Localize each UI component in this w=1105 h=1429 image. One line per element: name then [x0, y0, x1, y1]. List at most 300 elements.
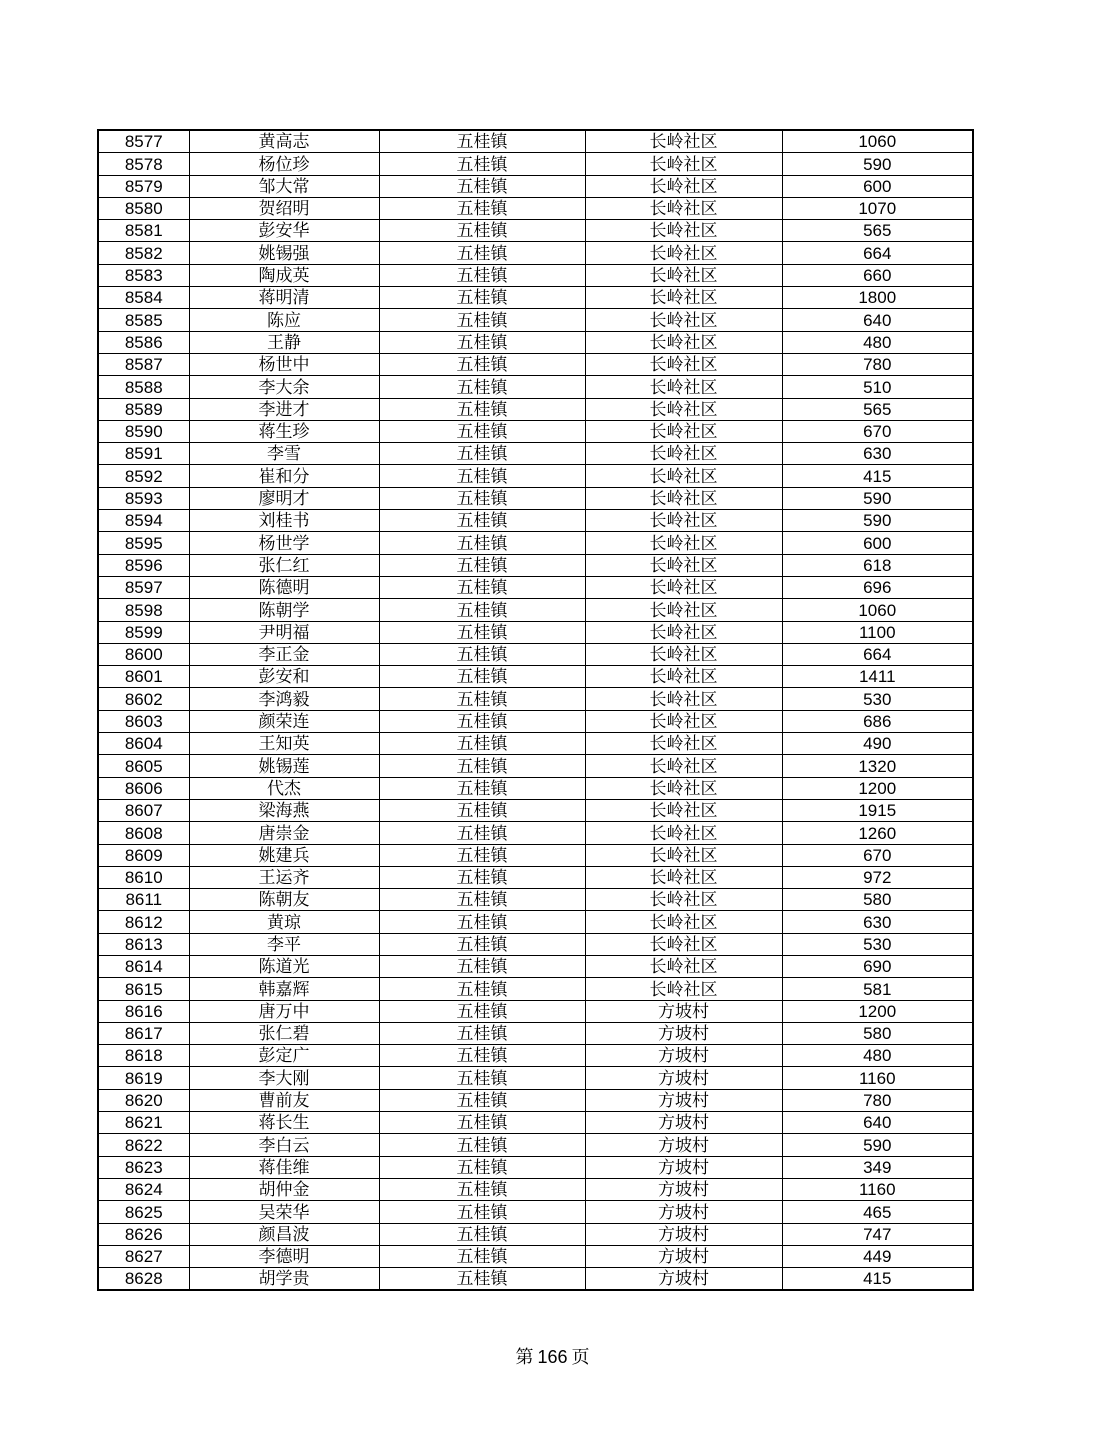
amount-cell: 1060 [782, 599, 973, 621]
table-row [98, 398, 973, 420]
table-row [98, 331, 973, 353]
name-cell: 彭安华 [189, 220, 379, 242]
table-row [98, 1178, 973, 1200]
town-cell: 五桂镇 [379, 576, 585, 598]
table-row [98, 465, 973, 487]
community-cell: 方坡村 [585, 1000, 782, 1022]
community-cell: 长岭社区 [585, 220, 782, 242]
table-row [98, 220, 973, 242]
name-cell: 姚锡莲 [189, 755, 379, 777]
amount-cell: 664 [782, 643, 973, 665]
town-cell: 五桂镇 [379, 309, 585, 331]
community-cell: 长岭社区 [585, 465, 782, 487]
name-cell: 彭安和 [189, 666, 379, 688]
town-cell: 五桂镇 [379, 889, 585, 911]
amount-cell: 530 [782, 933, 973, 955]
amount-cell: 1070 [782, 197, 973, 219]
row-number-cell: 8580 [98, 197, 189, 219]
amount-cell: 580 [782, 889, 973, 911]
name-cell: 王知英 [189, 733, 379, 755]
town-cell: 五桂镇 [379, 1201, 585, 1223]
amount-cell: 780 [782, 1089, 973, 1111]
amount-cell: 1260 [782, 822, 973, 844]
name-cell: 李雪 [189, 443, 379, 465]
row-number-cell: 8578 [98, 153, 189, 175]
town-cell: 五桂镇 [379, 643, 585, 665]
row-number-cell: 8611 [98, 889, 189, 911]
amount-cell: 1320 [782, 755, 973, 777]
name-cell: 李大刚 [189, 1067, 379, 1089]
community-cell: 长岭社区 [585, 398, 782, 420]
community-cell: 方坡村 [585, 1134, 782, 1156]
row-number-cell: 8606 [98, 777, 189, 799]
row-number-cell: 8626 [98, 1223, 189, 1245]
town-cell: 五桂镇 [379, 465, 585, 487]
name-cell: 李正金 [189, 643, 379, 665]
name-cell: 蒋长生 [189, 1112, 379, 1134]
community-cell: 长岭社区 [585, 799, 782, 821]
amount-cell: 747 [782, 1223, 973, 1245]
table-row [98, 264, 973, 286]
name-cell: 黄琼 [189, 911, 379, 933]
name-cell: 胡仲金 [189, 1178, 379, 1200]
table-row [98, 487, 973, 509]
community-cell: 长岭社区 [585, 554, 782, 576]
community-cell: 长岭社区 [585, 911, 782, 933]
town-cell: 五桂镇 [379, 799, 585, 821]
community-cell: 长岭社区 [585, 175, 782, 197]
table-row [98, 1000, 973, 1022]
table-row [98, 621, 973, 643]
amount-cell: 630 [782, 443, 973, 465]
community-cell: 长岭社区 [585, 643, 782, 665]
table-row [98, 242, 973, 264]
row-number-cell: 8621 [98, 1112, 189, 1134]
amount-cell: 1160 [782, 1067, 973, 1089]
town-cell: 五桂镇 [379, 420, 585, 442]
town-cell: 五桂镇 [379, 331, 585, 353]
name-cell: 邹大常 [189, 175, 379, 197]
row-number-cell: 8623 [98, 1156, 189, 1178]
community-cell: 长岭社区 [585, 666, 782, 688]
amount-cell: 670 [782, 420, 973, 442]
name-cell: 蒋生珍 [189, 420, 379, 442]
name-cell: 王运齐 [189, 866, 379, 888]
row-number-cell: 8591 [98, 443, 189, 465]
row-number-cell: 8616 [98, 1000, 189, 1022]
row-number-cell: 8584 [98, 287, 189, 309]
name-cell: 黄高志 [189, 130, 379, 153]
community-cell: 方坡村 [585, 1156, 782, 1178]
table-row [98, 1022, 973, 1044]
page-footer [0, 1343, 1105, 1369]
table-row [98, 1245, 973, 1267]
town-cell: 五桂镇 [379, 1245, 585, 1267]
amount-cell: 686 [782, 710, 973, 732]
amount-cell: 510 [782, 376, 973, 398]
town-cell: 五桂镇 [379, 264, 585, 286]
table-body [98, 130, 973, 1290]
name-cell: 陈朝友 [189, 889, 379, 911]
amount-cell: 1100 [782, 621, 973, 643]
amount-cell: 490 [782, 733, 973, 755]
row-number-cell: 8610 [98, 866, 189, 888]
town-cell: 五桂镇 [379, 599, 585, 621]
name-cell: 张仁红 [189, 554, 379, 576]
town-cell: 五桂镇 [379, 242, 585, 264]
table-row [98, 688, 973, 710]
table-row [98, 175, 973, 197]
name-cell: 廖明才 [189, 487, 379, 509]
community-cell: 方坡村 [585, 1268, 782, 1291]
town-cell: 五桂镇 [379, 487, 585, 509]
table-row [98, 576, 973, 598]
community-cell: 长岭社区 [585, 532, 782, 554]
row-number-cell: 8583 [98, 264, 189, 286]
table-row [98, 420, 973, 442]
town-cell: 五桂镇 [379, 532, 585, 554]
row-number-cell: 8620 [98, 1089, 189, 1111]
town-cell: 五桂镇 [379, 197, 585, 219]
amount-cell: 1800 [782, 287, 973, 309]
town-cell: 五桂镇 [379, 621, 585, 643]
community-cell: 长岭社区 [585, 264, 782, 286]
table-row [98, 599, 973, 621]
row-number-cell: 8595 [98, 532, 189, 554]
table-row [98, 1067, 973, 1089]
table-row [98, 889, 973, 911]
name-cell: 李大余 [189, 376, 379, 398]
row-number-cell: 8612 [98, 911, 189, 933]
table-row [98, 799, 973, 821]
town-cell: 五桂镇 [379, 710, 585, 732]
name-cell: 杨位珍 [189, 153, 379, 175]
town-cell: 五桂镇 [379, 153, 585, 175]
town-cell: 五桂镇 [379, 130, 585, 153]
table-row [98, 1134, 973, 1156]
row-number-cell: 8581 [98, 220, 189, 242]
town-cell: 五桂镇 [379, 1067, 585, 1089]
table-row [98, 130, 973, 153]
table-row [98, 955, 973, 977]
row-number-cell: 8627 [98, 1245, 189, 1267]
row-number-cell: 8582 [98, 242, 189, 264]
amount-cell: 415 [782, 465, 973, 487]
table-row [98, 1089, 973, 1111]
town-cell: 五桂镇 [379, 376, 585, 398]
row-number-cell: 8622 [98, 1134, 189, 1156]
table-row [98, 844, 973, 866]
row-number-cell: 8588 [98, 376, 189, 398]
community-cell: 长岭社区 [585, 777, 782, 799]
town-cell: 五桂镇 [379, 1089, 585, 1111]
table-row [98, 510, 973, 532]
amount-cell: 630 [782, 911, 973, 933]
name-cell: 杨世学 [189, 532, 379, 554]
community-cell: 长岭社区 [585, 487, 782, 509]
amount-cell: 1060 [782, 130, 973, 153]
row-number-cell: 8618 [98, 1045, 189, 1067]
town-cell: 五桂镇 [379, 688, 585, 710]
name-cell: 陈应 [189, 309, 379, 331]
name-cell: 李白云 [189, 1134, 379, 1156]
community-cell: 方坡村 [585, 1201, 782, 1223]
page-number: 166 [537, 1347, 568, 1367]
amount-cell: 1200 [782, 777, 973, 799]
community-cell: 长岭社区 [585, 331, 782, 353]
row-number-cell: 8600 [98, 643, 189, 665]
name-cell: 蒋佳维 [189, 1156, 379, 1178]
name-cell: 姚锡强 [189, 242, 379, 264]
table-row [98, 777, 973, 799]
row-number-cell: 8586 [98, 331, 189, 353]
community-cell: 长岭社区 [585, 353, 782, 375]
community-cell: 方坡村 [585, 1045, 782, 1067]
community-cell: 长岭社区 [585, 822, 782, 844]
town-cell: 五桂镇 [379, 554, 585, 576]
community-cell: 方坡村 [585, 1089, 782, 1111]
table-row [98, 443, 973, 465]
name-cell: 唐万中 [189, 1000, 379, 1022]
community-cell: 长岭社区 [585, 130, 782, 153]
page-footer-prefix: 第 [515, 1347, 534, 1368]
amount-cell: 664 [782, 242, 973, 264]
amount-cell: 565 [782, 220, 973, 242]
amount-cell: 530 [782, 688, 973, 710]
amount-cell: 600 [782, 175, 973, 197]
community-cell: 长岭社区 [585, 978, 782, 1000]
amount-cell: 1411 [782, 666, 973, 688]
row-number-cell: 8608 [98, 822, 189, 844]
table-row [98, 866, 973, 888]
community-cell: 长岭社区 [585, 376, 782, 398]
table-row [98, 1268, 973, 1291]
table-row [98, 1045, 973, 1067]
community-cell: 方坡村 [585, 1022, 782, 1044]
town-cell: 五桂镇 [379, 822, 585, 844]
table-row [98, 755, 973, 777]
table-row [98, 1112, 973, 1134]
amount-cell: 690 [782, 955, 973, 977]
name-cell: 梁海燕 [189, 799, 379, 821]
community-cell: 长岭社区 [585, 955, 782, 977]
table-row [98, 1201, 973, 1223]
community-cell: 长岭社区 [585, 933, 782, 955]
community-cell: 方坡村 [585, 1245, 782, 1267]
amount-cell: 590 [782, 510, 973, 532]
row-number-cell: 8617 [98, 1022, 189, 1044]
town-cell: 五桂镇 [379, 398, 585, 420]
row-number-cell: 8594 [98, 510, 189, 532]
name-cell: 代杰 [189, 777, 379, 799]
town-cell: 五桂镇 [379, 1022, 585, 1044]
amount-cell: 1160 [782, 1178, 973, 1200]
amount-cell: 349 [782, 1156, 973, 1178]
row-number-cell: 8607 [98, 799, 189, 821]
amount-cell: 696 [782, 576, 973, 598]
community-cell: 长岭社区 [585, 287, 782, 309]
row-number-cell: 8609 [98, 844, 189, 866]
town-cell: 五桂镇 [379, 866, 585, 888]
amount-cell: 590 [782, 1134, 973, 1156]
town-cell: 五桂镇 [379, 933, 585, 955]
page-footer-suffix: 页 [571, 1347, 590, 1368]
name-cell: 王静 [189, 331, 379, 353]
amount-cell: 640 [782, 1112, 973, 1134]
row-number-cell: 8614 [98, 955, 189, 977]
community-cell: 长岭社区 [585, 621, 782, 643]
row-number-cell: 8590 [98, 420, 189, 442]
amount-cell: 590 [782, 153, 973, 175]
community-cell: 方坡村 [585, 1223, 782, 1245]
table-row [98, 197, 973, 219]
row-number-cell: 8585 [98, 309, 189, 331]
row-number-cell: 8613 [98, 933, 189, 955]
town-cell: 五桂镇 [379, 1112, 585, 1134]
table-row [98, 978, 973, 1000]
name-cell: 胡学贵 [189, 1268, 379, 1291]
table-row [98, 353, 973, 375]
community-cell: 方坡村 [585, 1178, 782, 1200]
town-cell: 五桂镇 [379, 175, 585, 197]
amount-cell: 780 [782, 353, 973, 375]
town-cell: 五桂镇 [379, 978, 585, 1000]
name-cell: 尹明福 [189, 621, 379, 643]
amount-cell: 580 [782, 1022, 973, 1044]
row-number-cell: 8596 [98, 554, 189, 576]
community-cell: 长岭社区 [585, 443, 782, 465]
name-cell: 崔和分 [189, 465, 379, 487]
row-number-cell: 8592 [98, 465, 189, 487]
community-cell: 长岭社区 [585, 599, 782, 621]
name-cell: 杨世中 [189, 353, 379, 375]
town-cell: 五桂镇 [379, 955, 585, 977]
table-row [98, 822, 973, 844]
amount-cell: 640 [782, 309, 973, 331]
town-cell: 五桂镇 [379, 443, 585, 465]
row-number-cell: 8615 [98, 978, 189, 1000]
table-row [98, 153, 973, 175]
town-cell: 五桂镇 [379, 755, 585, 777]
table-row [98, 710, 973, 732]
community-cell: 长岭社区 [585, 755, 782, 777]
amount-cell: 670 [782, 844, 973, 866]
row-number-cell: 8577 [98, 130, 189, 153]
row-number-cell: 8605 [98, 755, 189, 777]
table-row [98, 643, 973, 665]
community-cell: 长岭社区 [585, 688, 782, 710]
amount-cell: 480 [782, 331, 973, 353]
name-cell: 彭定广 [189, 1045, 379, 1067]
name-cell: 颜昌波 [189, 1223, 379, 1245]
name-cell: 刘桂书 [189, 510, 379, 532]
amount-cell: 565 [782, 398, 973, 420]
row-number-cell: 8624 [98, 1178, 189, 1200]
community-cell: 长岭社区 [585, 866, 782, 888]
name-cell: 姚建兵 [189, 844, 379, 866]
amount-cell: 1915 [782, 799, 973, 821]
name-cell: 陈朝学 [189, 599, 379, 621]
row-number-cell: 8601 [98, 666, 189, 688]
row-number-cell: 8587 [98, 353, 189, 375]
town-cell: 五桂镇 [379, 777, 585, 799]
row-number-cell: 8579 [98, 175, 189, 197]
amount-cell: 1200 [782, 1000, 973, 1022]
amount-cell: 465 [782, 1201, 973, 1223]
town-cell: 五桂镇 [379, 1156, 585, 1178]
table-row [98, 376, 973, 398]
town-cell: 五桂镇 [379, 1268, 585, 1291]
name-cell: 唐崇金 [189, 822, 379, 844]
amount-cell: 618 [782, 554, 973, 576]
community-cell: 长岭社区 [585, 889, 782, 911]
table-row [98, 911, 973, 933]
town-cell: 五桂镇 [379, 353, 585, 375]
amount-cell: 972 [782, 866, 973, 888]
row-number-cell: 8599 [98, 621, 189, 643]
name-cell: 颜荣连 [189, 710, 379, 732]
table-row [98, 1156, 973, 1178]
row-number-cell: 8593 [98, 487, 189, 509]
town-cell: 五桂镇 [379, 510, 585, 532]
table-row [98, 933, 973, 955]
row-number-cell: 8598 [98, 599, 189, 621]
table-row [98, 666, 973, 688]
town-cell: 五桂镇 [379, 287, 585, 309]
name-cell: 陶成英 [189, 264, 379, 286]
town-cell: 五桂镇 [379, 1178, 585, 1200]
name-cell: 蒋明清 [189, 287, 379, 309]
table-row [98, 554, 973, 576]
town-cell: 五桂镇 [379, 911, 585, 933]
row-number-cell: 8628 [98, 1268, 189, 1291]
name-cell: 韩嘉辉 [189, 978, 379, 1000]
name-cell: 曹前友 [189, 1089, 379, 1111]
town-cell: 五桂镇 [379, 666, 585, 688]
name-cell: 陈道光 [189, 955, 379, 977]
community-cell: 方坡村 [585, 1067, 782, 1089]
table-row [98, 309, 973, 331]
table-row [98, 733, 973, 755]
community-cell: 长岭社区 [585, 153, 782, 175]
row-number-cell: 8603 [98, 710, 189, 732]
amount-cell: 449 [782, 1245, 973, 1267]
name-cell: 李德明 [189, 1245, 379, 1267]
table-row [98, 532, 973, 554]
community-cell: 长岭社区 [585, 309, 782, 331]
town-cell: 五桂镇 [379, 1134, 585, 1156]
town-cell: 五桂镇 [379, 1045, 585, 1067]
table-row [98, 287, 973, 309]
data-table [97, 129, 974, 1291]
community-cell: 长岭社区 [585, 733, 782, 755]
town-cell: 五桂镇 [379, 220, 585, 242]
amount-cell: 415 [782, 1268, 973, 1291]
name-cell: 贺绍明 [189, 197, 379, 219]
row-number-cell: 8589 [98, 398, 189, 420]
name-cell: 张仁碧 [189, 1022, 379, 1044]
amount-cell: 660 [782, 264, 973, 286]
table-row [98, 1223, 973, 1245]
town-cell: 五桂镇 [379, 1000, 585, 1022]
community-cell: 长岭社区 [585, 510, 782, 532]
row-number-cell: 8602 [98, 688, 189, 710]
community-cell: 长岭社区 [585, 710, 782, 732]
row-number-cell: 8604 [98, 733, 189, 755]
name-cell: 李平 [189, 933, 379, 955]
row-number-cell: 8619 [98, 1067, 189, 1089]
name-cell: 陈德明 [189, 576, 379, 598]
